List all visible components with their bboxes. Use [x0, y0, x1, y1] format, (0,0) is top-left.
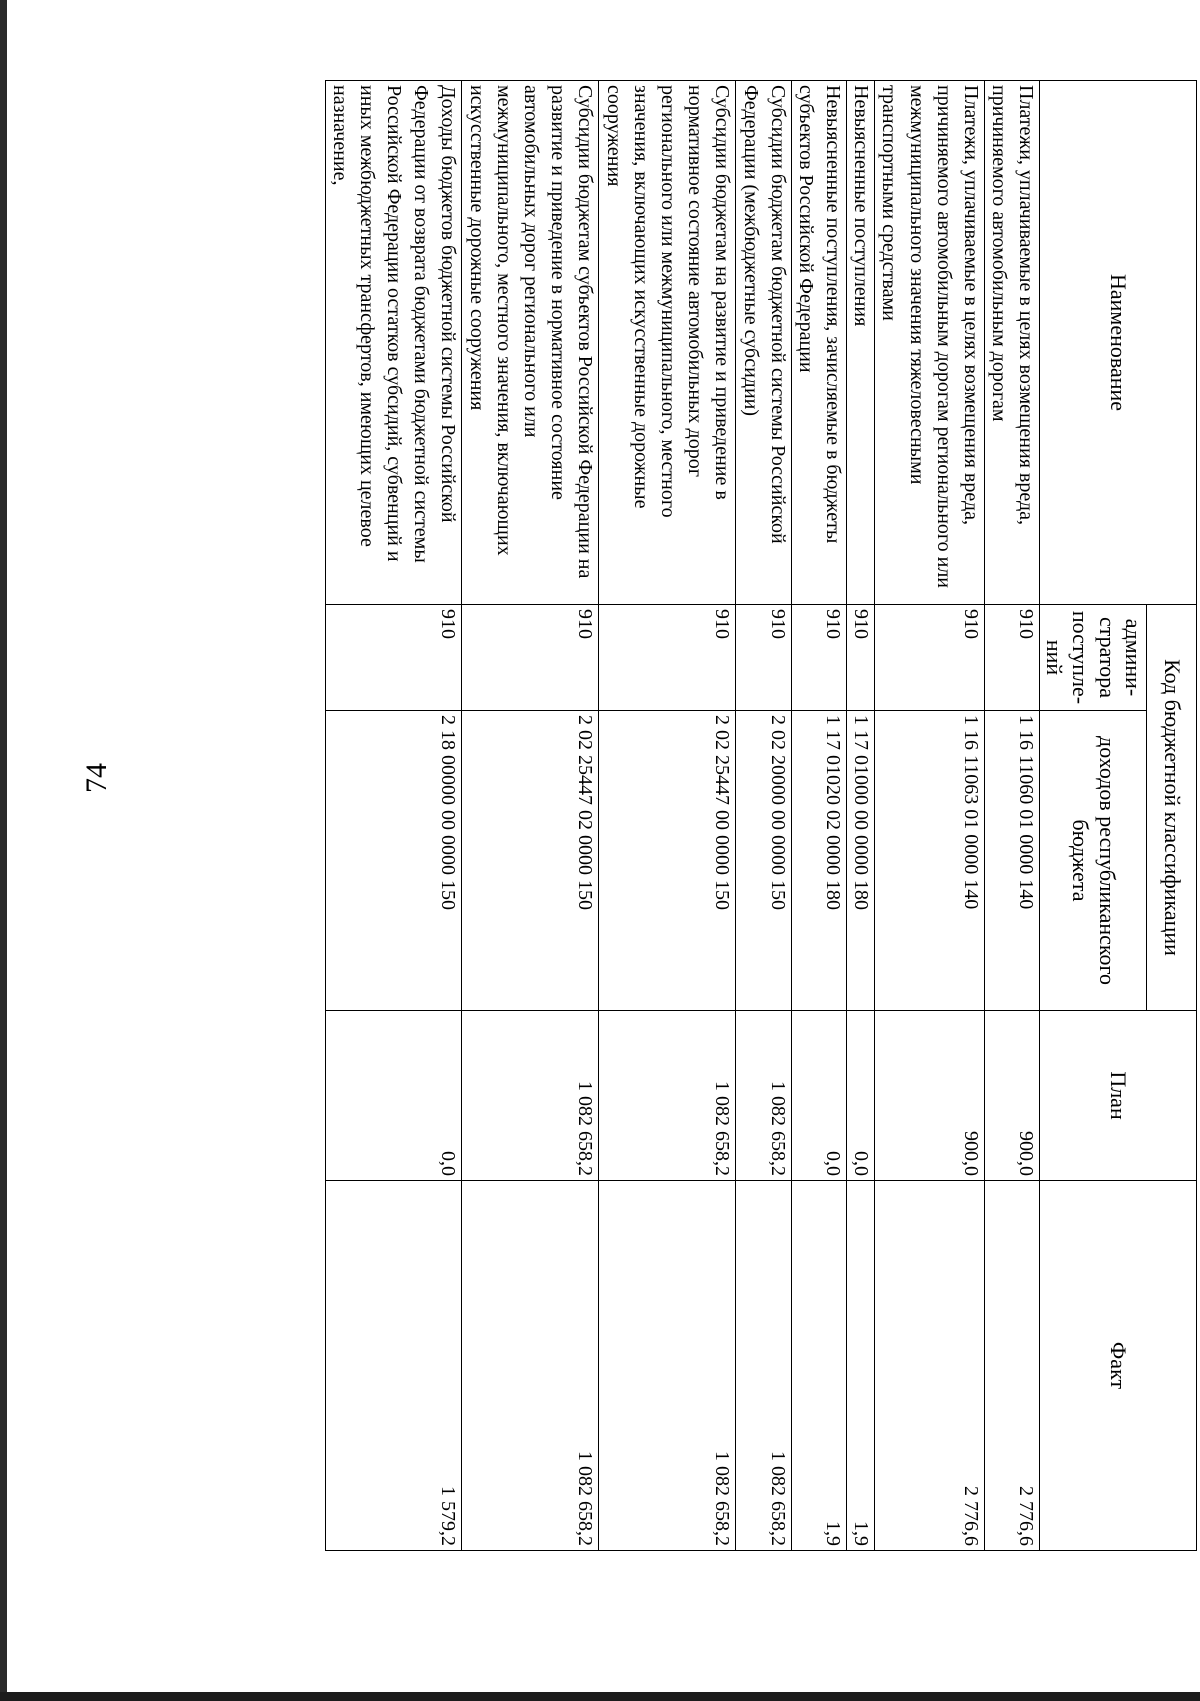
row-plan: 1 082 658,2 [599, 1011, 736, 1181]
table-row [736, 81, 791, 1551]
table-row [875, 81, 985, 1551]
row-plan: 0,0 [791, 1011, 846, 1181]
header-fact: Факт [1040, 1181, 1197, 1551]
row-administrator: 910 [875, 605, 985, 711]
header-income-code: доходов республиканского бюджета [1040, 711, 1147, 1011]
row-fact: 2 776,6 [875, 1181, 985, 1551]
row-administrator: 910 [325, 605, 462, 711]
row-fact: 2 776,6 [985, 1181, 1040, 1551]
row-administrator: 910 [847, 605, 875, 711]
row-fact: 1,9 [847, 1181, 875, 1551]
row-plan: 900,0 [985, 1011, 1040, 1181]
row-administrator: 910 [462, 605, 599, 711]
table-row [847, 81, 875, 1551]
row-fact: 1 082 658,2 [599, 1181, 736, 1551]
row-code: 2 02 20000 00 0000 150 [736, 711, 791, 1011]
row-fact: 1,9 [791, 1181, 846, 1551]
row-plan: 0,0 [847, 1011, 875, 1181]
table-body [325, 81, 1040, 1551]
scan-edge-left [0, 0, 7, 1701]
row-plan: 0,0 [325, 1011, 462, 1181]
row-administrator: 910 [791, 605, 846, 711]
header-administrator: админи-стратора поступле-ний [1040, 605, 1147, 711]
row-code: 2 02 25447 02 0000 150 [462, 711, 599, 1011]
row-fact: 1 082 658,2 [462, 1181, 599, 1551]
page-number: 74 [80, 763, 113, 793]
header-name: Наименование [1040, 81, 1197, 605]
table-row [325, 81, 462, 1551]
header-plan: План [1040, 1011, 1197, 1181]
row-name: Платежи, уплачиваемые в целях возмещения вреда, причиняемого автомобильным дорогам [985, 81, 1040, 605]
row-name: Субсидии бюджетам бюджетной системы Российской Федерации (межбюджетные субсидии) [736, 81, 791, 605]
row-administrator: 910 [985, 605, 1040, 711]
row-code: 1 16 11063 01 0000 140 [875, 711, 985, 1011]
scan-edge-bottom [0, 1692, 1200, 1701]
row-name: Субсидии бюджетам на развитие и приведение в нормативное состояние автомобильных дорог регионального или межмуниципального, местного значения, включающих искусственные дорожные сооружения [599, 81, 736, 605]
row-name: Субсидии бюджетам субъектов Российской Федерации на развитие и приведение в нормативное состояние автомобильных дорог регионального или межмуниципального, местного значения, включающих искусственные дорожные сооружения [462, 81, 599, 605]
header-code-group: Код бюджетной классификации [1147, 605, 1197, 1011]
row-name: Невыясненные поступления, зачисляемые в бюджеты субъектов Российской Федерации [791, 81, 846, 605]
row-plan: 900,0 [875, 1011, 985, 1181]
row-plan: 1 082 658,2 [462, 1011, 599, 1181]
row-administrator: 910 [736, 605, 791, 711]
row-plan: 1 082 658,2 [736, 1011, 791, 1181]
row-name: Доходы бюджетов бюджетной системы Российской Федерации от возврата бюджетами бюджетной системы Российской Федерации остатков субсидий, субвенций и иных межбюджетных трансфертов, имеющих целевое назначение, [325, 81, 462, 605]
rotated-table-container [157, 80, 1197, 1550]
table-row [599, 81, 736, 1551]
row-administrator: 910 [599, 605, 736, 711]
table-row [791, 81, 846, 1551]
budget-income-table [325, 80, 1197, 1551]
table-row [462, 81, 599, 1551]
row-code: 1 16 11060 01 0000 140 [985, 711, 1040, 1011]
row-code: 1 17 01020 02 0000 180 [791, 711, 846, 1011]
row-code: 2 18 00000 00 0000 150 [325, 711, 462, 1011]
row-code: 2 02 25447 00 0000 150 [599, 711, 736, 1011]
row-name: Невыясненные поступления [847, 81, 875, 605]
table-row [985, 81, 1040, 1551]
row-fact: 1 082 658,2 [736, 1181, 791, 1551]
row-fact: 1 579,2 [325, 1181, 462, 1551]
row-code: 1 17 01000 00 0000 180 [847, 711, 875, 1011]
row-name: Платежи, уплачиваемые в целях возмещения вреда, причиняемого автомобильным дорогам регионального или межмуниципального значения тяжеловесными транспортными средствами [875, 81, 985, 605]
